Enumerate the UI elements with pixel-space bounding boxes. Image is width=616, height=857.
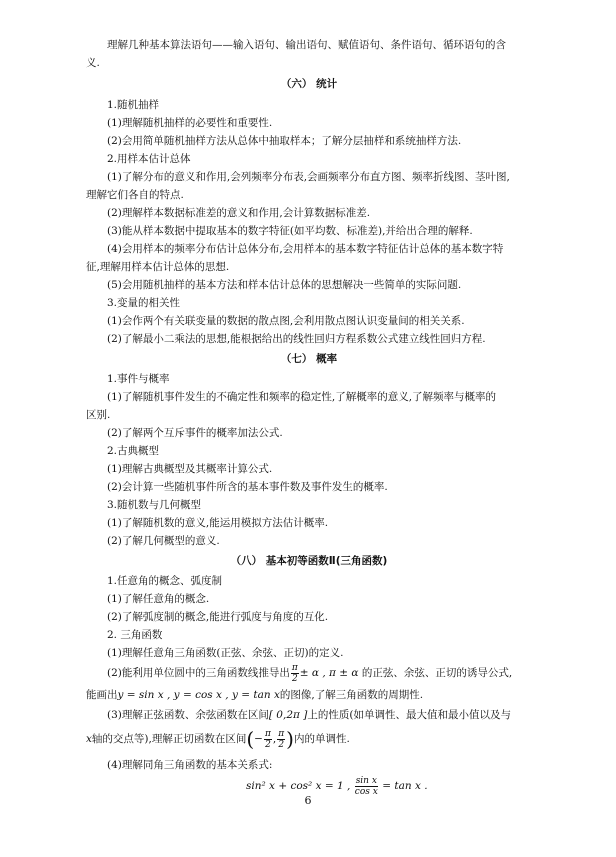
s6-line: (5)会用随机抽样的基本方法和样本估计总体的思想解决一些简单的实际问题. bbox=[107, 279, 462, 291]
fraction-numerator: π bbox=[291, 662, 298, 673]
fraction-numerator: π bbox=[264, 728, 271, 739]
s6-line: 理解它们各自的特点. bbox=[86, 189, 184, 201]
math-expression: sin² x + cos² x = 1 , bbox=[246, 780, 351, 792]
s6-line: (3)能从样本数据中提取基本的数字特征(如平均数、标准差),并给出合理的解释. bbox=[107, 225, 473, 237]
s8-text: 轴的交点等),理解正切函数在区间 bbox=[91, 733, 247, 745]
s8-line: 2. 三角函数 bbox=[107, 629, 163, 641]
pi-over-2-fraction bbox=[291, 663, 299, 684]
s6-line: (1)理解随机抽样的必要性和重要性. bbox=[107, 117, 273, 129]
s6-line: (2)理解样本数据标准差的意义和作用,会计算数据标准差. bbox=[107, 207, 371, 219]
s6-line: (2)了解最小二乘法的思想,能根据给出的线性回归方程系数公式建立线性回归方程. bbox=[107, 333, 486, 345]
fraction-numerator: π bbox=[278, 728, 285, 739]
s8-text: 的图像,了解三角函数的周期性. bbox=[279, 689, 424, 701]
s7-line: (1)了解随机事件发生的不确定性和频率的稳定性,了解概率的意义,了解频率与概率的 bbox=[107, 391, 497, 403]
left-paren: ( bbox=[246, 727, 255, 751]
s8-induction-line bbox=[107, 662, 512, 684]
fraction-numerator: sin x bbox=[355, 775, 377, 786]
math-expression: [ 0,2π ] bbox=[268, 709, 308, 721]
fraction-denominator: 2 bbox=[265, 739, 271, 750]
math-expression: = tan x . bbox=[382, 780, 428, 792]
s7-line: 1.事件与概率 bbox=[107, 373, 170, 385]
section-8-title: （八） 基本初等函数Ⅱ(三角函数) bbox=[230, 555, 388, 567]
s8-tangent-line: x轴的交点等),理解正切函数在区间(− $\frac{\pi}{2}$ , $\frac{\pi}{2}$ )内的单调性. bbox=[86, 727, 350, 751]
s8-text: 上的性质(如单调性、最大值和最小值以及与 bbox=[307, 709, 511, 721]
s7-line: (2)了解两个互斥事件的概率加法公式. bbox=[107, 427, 283, 439]
fraction-denominator: cos x bbox=[354, 786, 378, 797]
s7-line: (2)会计算一些随机事件所含的基本事件数及事件发生的概率. bbox=[107, 481, 388, 493]
s6-line: 2.用样本估计总体 bbox=[107, 153, 191, 165]
fraction-denominator: 2 bbox=[278, 739, 285, 750]
neg-pi-over-2-fraction bbox=[264, 729, 272, 750]
math-expression: ± α , π ± α bbox=[299, 667, 359, 679]
s7-line: 2.古典概型 bbox=[107, 445, 160, 457]
s6-line: 1.随机抽样 bbox=[107, 99, 160, 111]
s8-line: (1)了解任意角的概念. bbox=[107, 593, 210, 605]
section-7-title: （七） 概率 bbox=[280, 353, 338, 365]
s8-line: (4)理解同角三角函数的基本关系式: bbox=[107, 759, 273, 771]
math-variable: x bbox=[86, 733, 92, 745]
s8-text: 的正弦、余弦、正切的诱导公式, bbox=[361, 667, 513, 679]
s8-graph-line bbox=[86, 688, 423, 702]
intro-line-2: 义. bbox=[86, 57, 100, 69]
section-6-title: （六） 统计 bbox=[280, 78, 338, 90]
math-expression: y = sin x , y = cos x , y = tan x bbox=[117, 689, 280, 701]
right-paren: ) bbox=[286, 727, 294, 751]
s6-line: (4)会用样本的频率分布估计总体分布,会用样本的基本数字特征估计总体的基本数字特 bbox=[107, 243, 504, 255]
s6-line: (1)会作两个有关联变量的数据的散点图,会利用散点图认识变量间的相关关系. bbox=[107, 315, 465, 327]
s6-line: (2)会用简单随机抽样方法从总体中抽取样本；了解分层抽样和系统抽样方法. bbox=[107, 135, 462, 147]
s8-line: (1)理解任意角三角函数(正弦、余弦、正切)的定义. bbox=[107, 647, 344, 659]
s8-text: 能画出 bbox=[86, 689, 118, 701]
s8-line: 1.任意角的概念、弧度制 bbox=[107, 575, 223, 587]
fraction-denominator: 2 bbox=[291, 673, 298, 684]
intro-line-1: 理解几种基本算法语句——输入语句、输出语句、赋值语句、条件语句、循环语句的含 bbox=[107, 39, 506, 51]
pi-over-2-fraction bbox=[277, 729, 285, 750]
s8-line: (2)了解弧度制的概念,能进行弧度与角度的互化. bbox=[107, 611, 329, 623]
s6-line: 征,理解用样本估计总体的思想. bbox=[86, 261, 230, 273]
s7-line: (1)理解古典概型及其概率计算公式. bbox=[107, 463, 273, 475]
page-number: 6 bbox=[304, 794, 312, 807]
s6-line: 3.变量的相关性 bbox=[107, 297, 181, 309]
s6-line: (1)了解分布的意义和作用,会列频率分布表,会画频率分布直方图、频率折线图、茎叶图, bbox=[107, 171, 510, 183]
s7-line: (2)了解几何概型的意义. bbox=[107, 535, 220, 547]
s7-line: 区别. bbox=[86, 409, 111, 421]
s7-line: 3.随机数与几何概型 bbox=[107, 499, 202, 511]
s8-interval-line bbox=[107, 708, 511, 722]
s8-text: 内的单调性. bbox=[293, 733, 350, 745]
s8-text: (2)能利用单位圆中的三角函数线推导出 bbox=[107, 667, 290, 679]
s7-line: (1)了解随机数的意义,能运用模拟方法估计概率. bbox=[107, 517, 329, 529]
s8-text: (3)理解正弦函数、余弦函数在区间 bbox=[107, 709, 269, 721]
